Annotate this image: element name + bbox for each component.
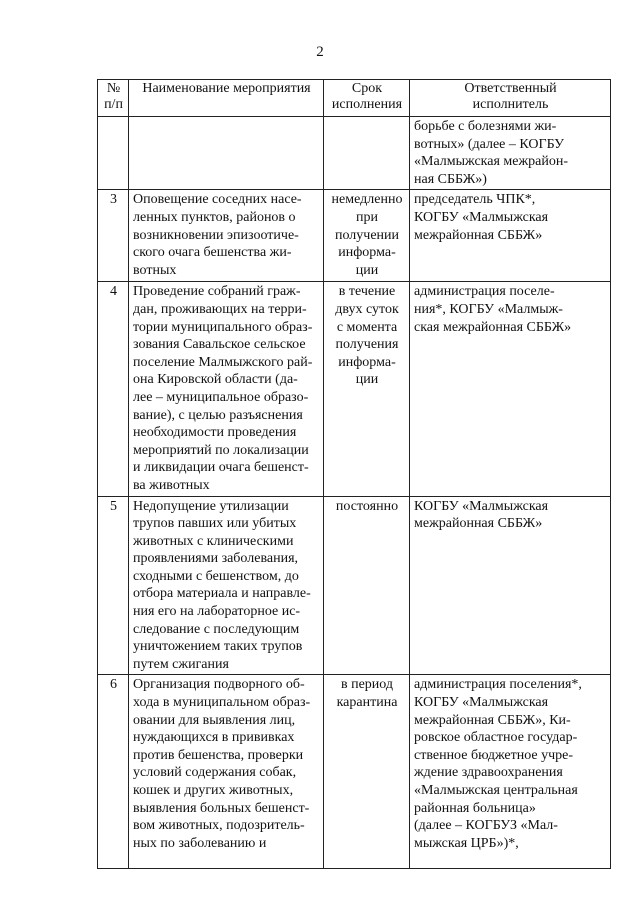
cell-text-line: межрайонная СББЖ»: [414, 227, 543, 243]
cell-term: [324, 496, 410, 675]
cell-text-line: карантина: [336, 695, 398, 711]
cell-text-line: ва животных: [133, 477, 210, 493]
cell-term: [324, 190, 410, 282]
header-name: Наименование мероприятия: [129, 80, 324, 117]
cell-text-line: межрайонная СББЖ»: [414, 516, 543, 532]
table-body: [98, 117, 611, 869]
cell-text-line: КОГБУ «Малмыжская: [414, 209, 549, 225]
cell-text-line: информа-: [338, 354, 396, 370]
cell-num: 6: [98, 675, 129, 869]
cell-text-line: с момента: [336, 319, 398, 335]
measures-table: [97, 79, 611, 869]
cell-text-line: администрация поселе-: [414, 284, 555, 300]
cell-text-line: зования Савальское сельское: [133, 337, 306, 353]
cell-num: 4: [98, 282, 129, 496]
cell-text-line: вом животных, подозритель-: [133, 818, 305, 834]
cell-num: [98, 117, 129, 190]
page-number: 2: [316, 44, 324, 60]
table-row: [98, 496, 611, 675]
cell-text-line: хода в муниципальном образ-: [133, 695, 311, 711]
cell-name: [129, 190, 324, 282]
cell-text-line: Оповещение соседних насе-: [133, 192, 302, 208]
cell-text-line: при: [356, 209, 378, 225]
cell-text-line: и ликвидации очага бешенст-: [133, 460, 309, 476]
cell-term: [324, 282, 410, 496]
header-responsible: Ответственный исполнитель: [410, 80, 611, 117]
cell-text-line: проявлениями заболевания,: [133, 551, 299, 567]
cell-text-line: условий содержания собак,: [133, 765, 297, 781]
table-header-row: [98, 80, 611, 117]
cell-text-line: ная СББЖ»): [414, 171, 487, 187]
cell-text-line: тории муниципального образ-: [133, 319, 313, 335]
cell-text-line: вание), с целью разъяснения: [133, 407, 303, 423]
cell-text-line: необходимости проведения: [133, 425, 297, 441]
cell-text-line: ского очага бешенства жи-: [133, 245, 292, 261]
cell-responsible: [410, 496, 611, 675]
cell-text-line: трупов павших или убитых: [133, 516, 297, 532]
cell-text-line: сходными с бешенством, до: [133, 568, 299, 584]
cell-text-line: ждение здравоохранения: [414, 765, 563, 781]
cell-text-line: ственное бюджетное учре-: [414, 747, 574, 763]
cell-text-line: Организация подворного об-: [133, 677, 305, 693]
cell-text-line: межрайонная СББЖ», Ки-: [414, 712, 571, 728]
cell-num: 5: [98, 496, 129, 675]
header-term: Срок исполнения: [324, 80, 410, 117]
cell-name: [129, 496, 324, 675]
cell-text-line: кошек и других животных,: [133, 783, 294, 798]
table-row: [98, 190, 611, 282]
cell-text-line: ции: [355, 372, 379, 388]
cell-text-line: постоянно: [335, 498, 399, 514]
cell-text-line: уничтожением таких трупов: [133, 639, 303, 655]
cell-text-line: в течение: [338, 284, 396, 300]
cell-text-line: получения: [335, 337, 399, 353]
cell-text-line: против бешенства, проверки: [133, 747, 304, 763]
cell-text-line: КОГБУ «Малмыжская: [414, 695, 549, 711]
cell-text-line: ния его на лабораторное ис-: [133, 604, 301, 620]
cell-text-line: (далее – КОГБУЗ «Мал-: [414, 818, 558, 834]
cell-text-line: борьбе с болезнями жи-: [414, 119, 557, 134]
cell-text-line: председатель ЧПК*,: [414, 192, 536, 208]
table-row: [98, 675, 611, 869]
cell-text-line: мероприятий по локализации: [133, 442, 309, 458]
cell-name: [129, 117, 324, 190]
cell-text-line: получении: [334, 227, 400, 243]
cell-responsible: [410, 675, 611, 869]
cell-text-line: следование с последующим: [133, 621, 300, 637]
cell-name: [129, 282, 324, 496]
cell-text-line: «Малмыжская межрайон-: [414, 154, 569, 170]
cell-text-line: администрация поселения*,: [414, 677, 582, 693]
cell-text-line: выявления больных бешенст-: [133, 800, 310, 816]
table-row: [98, 282, 611, 496]
cell-text-line: немедленно: [331, 192, 403, 208]
cell-text-line: путем сжигания: [133, 656, 229, 672]
cell-text-line: двух суток: [335, 301, 399, 317]
cell-text-line: районная больница»: [414, 800, 536, 816]
cell-text-line: нуждающихся в прививках: [133, 730, 295, 746]
cell-text-line: овании для выявления лиц,: [133, 712, 296, 728]
cell-text-line: ровское областное государ-: [414, 730, 578, 746]
cell-text-line: возникновении эпизоотиче-: [133, 227, 299, 243]
cell-text-line: Проведение собраний граж-: [133, 284, 301, 300]
cell-text-line: мыжская ЦРБ»)*,: [414, 835, 519, 851]
header-num: № п/п: [98, 80, 129, 117]
cell-text-line: Недопущение утилизации: [133, 498, 289, 514]
cell-text-line: вотных» (далее – КОГБУ: [414, 136, 565, 152]
cell-responsible: [410, 117, 611, 190]
cell-text-line: ции: [355, 262, 379, 278]
cell-text-line: ская межрайонная СББЖ»: [414, 319, 572, 335]
cell-text-line: КОГБУ «Малмыжская: [414, 498, 549, 514]
cell-num: 3: [98, 190, 129, 282]
cell-text-line: лее – муниципальное образо-: [133, 389, 309, 405]
cell-text-line: ния*, КОГБУ «Малмыж-: [414, 301, 563, 317]
cell-term: [324, 117, 410, 190]
cell-name: [129, 675, 324, 869]
cell-text-line: в период: [340, 677, 394, 693]
cell-text-line: отбора материала и направле-: [133, 586, 311, 602]
cell-term: [324, 675, 410, 869]
cell-text-line: ных по заболеванию и: [133, 835, 267, 851]
cell-text-line: дан, проживающих на терри-: [133, 301, 307, 317]
table-row: [98, 117, 611, 190]
cell-text-line: животных с клиническими: [133, 533, 294, 549]
cell-text-line: ленных пунктов, районов о: [133, 209, 296, 225]
cell-text-line: она Кировской области (да-: [133, 372, 298, 388]
cell-text-line: вотных: [133, 262, 177, 278]
cell-text-line: информа-: [338, 245, 396, 261]
cell-responsible: [410, 190, 611, 282]
cell-responsible: [410, 282, 611, 496]
cell-text-line: поселение Малмыжского рай-: [133, 354, 313, 370]
cell-text-line: «Малмыжская центральная: [414, 783, 578, 798]
